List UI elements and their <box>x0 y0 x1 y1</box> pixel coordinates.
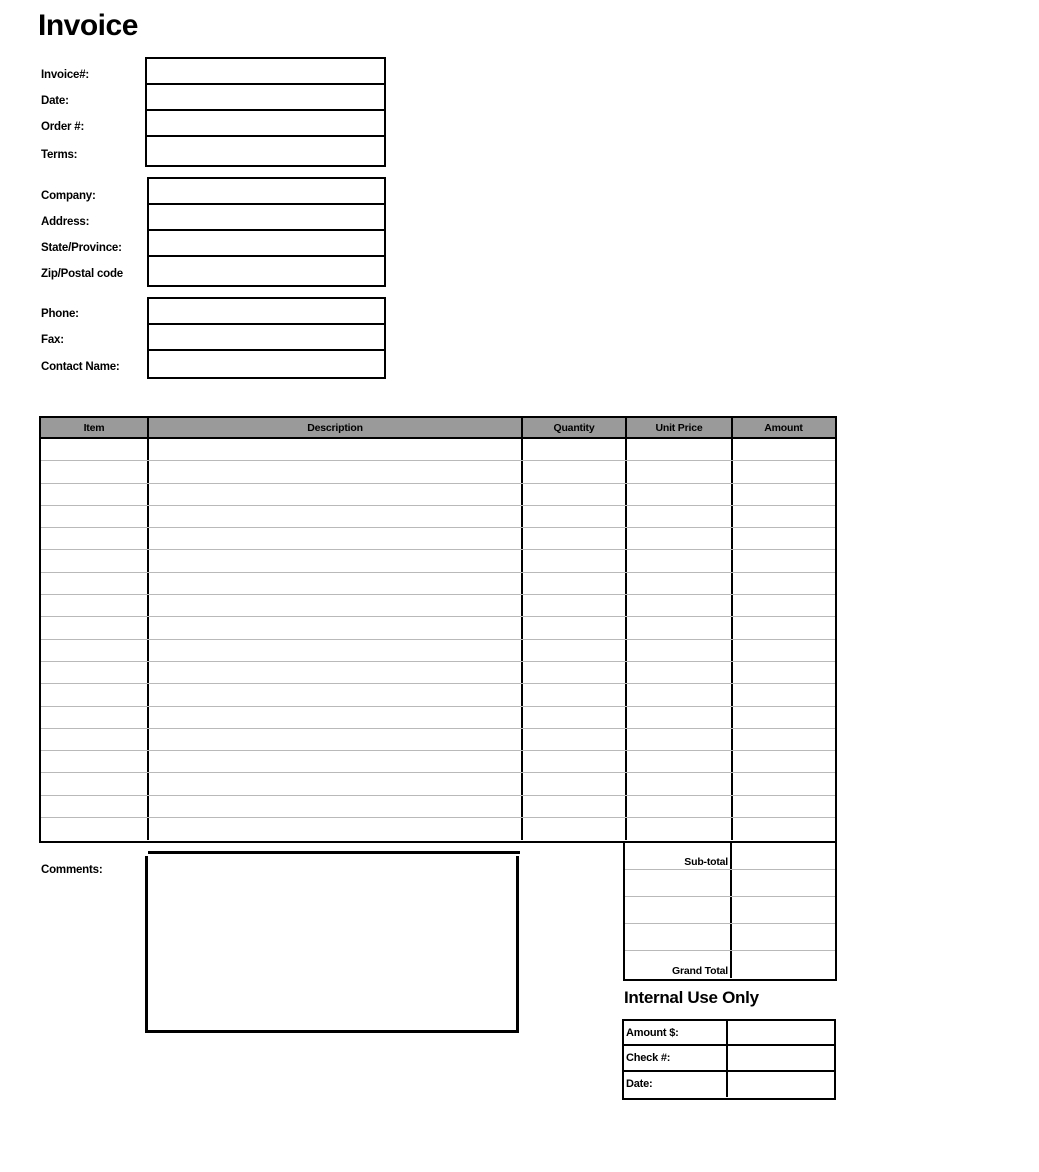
cell-amount[interactable] <box>733 595 834 616</box>
table-row <box>41 662 835 684</box>
internal-row-amount <box>624 1021 834 1046</box>
input-phone[interactable] <box>149 299 384 325</box>
totals-table <box>623 843 837 981</box>
table-row <box>41 773 835 795</box>
cell-unit-price[interactable] <box>627 506 733 527</box>
totals-row-subtotal <box>625 843 835 870</box>
cell-amount[interactable] <box>733 528 834 549</box>
cell-item[interactable] <box>41 528 149 549</box>
table-row <box>41 751 835 773</box>
input-zip-postal-code[interactable] <box>149 257 384 284</box>
cell-quantity[interactable] <box>523 595 627 616</box>
invoice-info-field-group <box>145 57 386 167</box>
table-row <box>41 707 835 729</box>
cell-amount[interactable] <box>733 439 834 460</box>
cell-amount[interactable] <box>733 818 834 840</box>
cell-description[interactable] <box>149 484 523 505</box>
cell-item[interactable] <box>41 707 149 728</box>
cell-unit-price[interactable] <box>627 550 733 571</box>
cell-unit-price[interactable] <box>627 684 733 705</box>
internal-input-check-number[interactable] <box>728 1046 834 1069</box>
cell-unit-price[interactable] <box>627 640 733 661</box>
internal-label-date: Date: <box>624 1072 728 1097</box>
input-fax[interactable] <box>149 325 384 351</box>
cell-unit-price[interactable] <box>627 751 733 772</box>
column-header-amount: Amount <box>733 418 834 437</box>
cell-unit-price[interactable] <box>627 595 733 616</box>
cell-description[interactable] <box>149 684 523 705</box>
totals-row-grand-total <box>625 951 835 978</box>
cell-description[interactable] <box>149 773 523 794</box>
column-header-description: Description <box>149 418 523 437</box>
label-date: Date: <box>41 95 69 107</box>
cell-quantity[interactable] <box>523 506 627 527</box>
table-row <box>41 729 835 751</box>
cell-description[interactable] <box>149 439 523 460</box>
cell-quantity[interactable] <box>523 684 627 705</box>
input-contact-name[interactable] <box>149 351 384 376</box>
table-row <box>41 506 835 528</box>
cell-quantity[interactable] <box>523 550 627 571</box>
cell-quantity[interactable] <box>523 640 627 661</box>
comments-top-rule <box>148 851 520 854</box>
cell-description[interactable] <box>149 573 523 594</box>
input-company[interactable] <box>149 179 384 205</box>
cell-description[interactable] <box>149 461 523 482</box>
cell-unit-price[interactable] <box>627 796 733 817</box>
cell-description[interactable] <box>149 640 523 661</box>
cell-item[interactable] <box>41 773 149 794</box>
cell-item[interactable] <box>41 550 149 571</box>
cell-unit-price[interactable] <box>627 573 733 594</box>
totals-row-2 <box>625 870 835 897</box>
cell-quantity[interactable] <box>523 617 627 638</box>
cell-description[interactable] <box>149 595 523 616</box>
cell-amount[interactable] <box>733 684 834 705</box>
table-row <box>41 818 835 840</box>
cell-item[interactable] <box>41 729 149 750</box>
cell-amount[interactable] <box>733 662 834 683</box>
cell-description[interactable] <box>149 662 523 683</box>
cell-quantity[interactable] <box>523 461 627 482</box>
table-row <box>41 796 835 818</box>
label-state-province: State/Province: <box>41 242 122 254</box>
table-row <box>41 439 835 461</box>
totals-label-4[interactable] <box>625 924 732 950</box>
label-phone: Phone: <box>41 308 79 320</box>
cell-description[interactable] <box>149 528 523 549</box>
label-order-number: Order #: <box>41 121 85 133</box>
cell-unit-price[interactable] <box>627 528 733 549</box>
internal-row-date <box>624 1072 834 1097</box>
cell-quantity[interactable] <box>523 484 627 505</box>
totals-row-4 <box>625 924 835 951</box>
cell-item[interactable] <box>41 662 149 683</box>
input-invoice-number[interactable] <box>147 59 384 85</box>
cell-quantity[interactable] <box>523 662 627 683</box>
column-header-item: Item <box>41 418 149 437</box>
cell-amount[interactable] <box>733 751 834 772</box>
totals-value-2[interactable] <box>732 870 835 896</box>
line-items-table <box>39 416 837 843</box>
cell-item[interactable] <box>41 751 149 772</box>
table-row <box>41 595 835 617</box>
totals-value-4[interactable] <box>732 924 835 950</box>
table-row <box>41 617 835 639</box>
cell-item[interactable] <box>41 506 149 527</box>
totals-label-subtotal: Sub-total <box>625 843 732 869</box>
internal-row-check-number <box>624 1046 834 1071</box>
column-header-quantity: Quantity <box>523 418 627 437</box>
totals-row-3 <box>625 897 835 924</box>
totals-value-subtotal[interactable] <box>732 843 835 869</box>
totals-value-grand-total[interactable] <box>732 951 835 978</box>
internal-input-date[interactable] <box>728 1072 834 1097</box>
cell-quantity[interactable] <box>523 773 627 794</box>
label-zip-postal-code: Zip/Postal code <box>41 268 123 280</box>
table-row <box>41 484 835 506</box>
cell-description[interactable] <box>149 707 523 728</box>
table-row <box>41 461 835 483</box>
cell-quantity[interactable] <box>523 707 627 728</box>
cell-unit-price[interactable] <box>627 729 733 750</box>
comments-input[interactable] <box>145 856 519 1033</box>
cell-description[interactable] <box>149 796 523 817</box>
internal-label-amount: Amount $: <box>624 1021 728 1044</box>
cell-quantity[interactable] <box>523 818 627 840</box>
cell-quantity[interactable] <box>523 439 627 460</box>
cell-item[interactable] <box>41 484 149 505</box>
cell-amount[interactable] <box>733 573 834 594</box>
page-title: Invoice <box>38 9 138 42</box>
cell-unit-price[interactable] <box>627 461 733 482</box>
label-company: Company: <box>41 190 96 202</box>
cell-unit-price[interactable] <box>627 484 733 505</box>
cell-description[interactable] <box>149 818 523 840</box>
table-row <box>41 528 835 550</box>
cell-item[interactable] <box>41 461 149 482</box>
cell-unit-price[interactable] <box>627 662 733 683</box>
table-row <box>41 550 835 572</box>
cell-quantity[interactable] <box>523 573 627 594</box>
comments-label: Comments: <box>41 864 103 876</box>
cell-amount[interactable] <box>733 707 834 728</box>
cell-description[interactable] <box>149 751 523 772</box>
bill-to-field-group <box>147 177 386 287</box>
cell-amount[interactable] <box>733 796 834 817</box>
internal-use-title: Internal Use Only <box>624 988 759 1007</box>
cell-amount[interactable] <box>733 461 834 482</box>
totals-label-grand-total: Grand Total <box>625 951 732 978</box>
cell-item[interactable] <box>41 796 149 817</box>
label-invoice-number: Invoice#: <box>41 69 90 81</box>
cell-quantity[interactable] <box>523 729 627 750</box>
column-header-unit-price: Unit Price <box>627 418 733 437</box>
cell-unit-price[interactable] <box>627 818 733 840</box>
cell-item[interactable] <box>41 818 149 840</box>
cell-unit-price[interactable] <box>627 617 733 638</box>
cell-amount[interactable] <box>733 506 834 527</box>
cell-amount[interactable] <box>733 729 834 750</box>
totals-value-3[interactable] <box>732 897 835 923</box>
input-state-province[interactable] <box>149 231 384 257</box>
cell-item[interactable] <box>41 684 149 705</box>
line-items-header-row <box>41 418 835 439</box>
cell-quantity[interactable] <box>523 796 627 817</box>
input-terms[interactable] <box>147 137 384 164</box>
cell-item[interactable] <box>41 439 149 460</box>
cell-description[interactable] <box>149 617 523 638</box>
cell-quantity[interactable] <box>523 751 627 772</box>
label-contact-name: Contact Name: <box>41 361 120 373</box>
cell-description[interactable] <box>149 729 523 750</box>
totals-label-3[interactable] <box>625 897 732 923</box>
contact-info-field-group <box>147 297 386 379</box>
cell-unit-price[interactable] <box>627 439 733 460</box>
internal-label-check-number: Check #: <box>624 1046 728 1069</box>
cell-unit-price[interactable] <box>627 773 733 794</box>
totals-label-2[interactable] <box>625 870 732 896</box>
cell-amount[interactable] <box>733 773 834 794</box>
cell-description[interactable] <box>149 550 523 571</box>
table-row <box>41 573 835 595</box>
label-fax: Fax: <box>41 334 64 346</box>
cell-quantity[interactable] <box>523 528 627 549</box>
cell-item[interactable] <box>41 573 149 594</box>
label-terms: Terms: <box>41 149 78 161</box>
cell-unit-price[interactable] <box>627 707 733 728</box>
internal-input-amount[interactable] <box>728 1021 834 1044</box>
cell-amount[interactable] <box>733 550 834 571</box>
table-row <box>41 684 835 706</box>
cell-amount[interactable] <box>733 484 834 505</box>
cell-amount[interactable] <box>733 640 834 661</box>
line-items-body <box>41 439 835 840</box>
cell-item[interactable] <box>41 595 149 616</box>
input-order-number[interactable] <box>147 111 384 137</box>
label-address: Address: <box>41 216 90 228</box>
table-row <box>41 640 835 662</box>
input-date[interactable] <box>147 85 384 111</box>
cell-item[interactable] <box>41 640 149 661</box>
internal-use-table <box>622 1019 836 1100</box>
cell-item[interactable] <box>41 617 149 638</box>
cell-description[interactable] <box>149 506 523 527</box>
cell-amount[interactable] <box>733 617 834 638</box>
input-address[interactable] <box>149 205 384 231</box>
